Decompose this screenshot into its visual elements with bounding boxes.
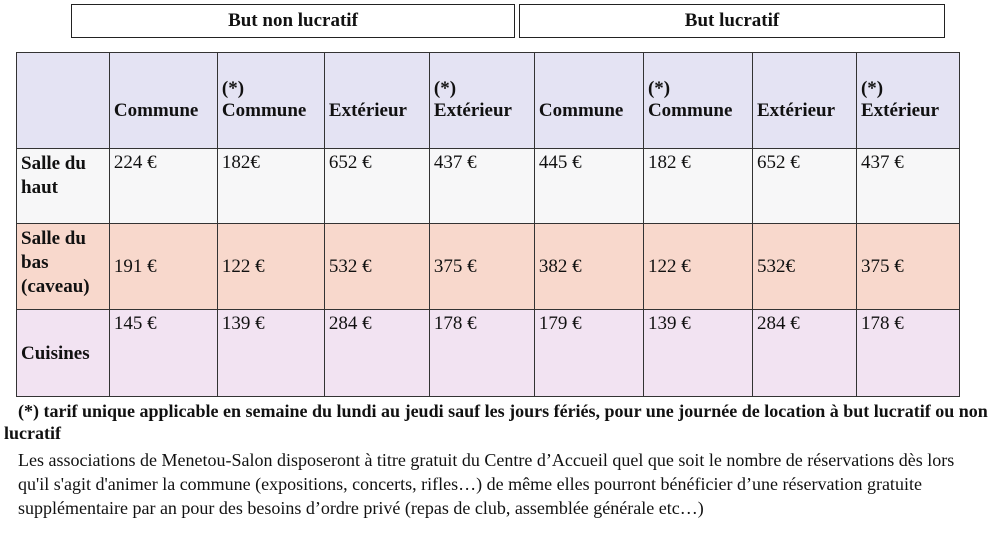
column-header-label: Extérieur [328, 100, 407, 122]
table-cell: 375 € [429, 224, 534, 310]
table-cell: 122 € [217, 224, 324, 310]
table-cell: 191 € [109, 224, 217, 310]
footnote-text: (*) tarif unique applicable en semaine du lundi au jeudi sauf les jours fériés, pour une journée de location à but lucratif ou non lucratif [4, 401, 988, 443]
table-cell: 139 € [643, 310, 752, 397]
table-cell: 652 € [324, 149, 429, 224]
star-marker: (*) [433, 78, 457, 100]
star-marker: (*) [647, 78, 671, 100]
column-header [752, 53, 856, 149]
table-cell: 182€ [217, 149, 324, 224]
header-but-lucratif: But lucratif [519, 4, 945, 38]
table-row [17, 149, 960, 224]
table-cell: 382 € [534, 224, 643, 310]
column-header-label: Commune [113, 100, 199, 122]
table-cell: 532€ [752, 224, 856, 310]
column-header-label: Commune [647, 100, 733, 122]
column-header-label: Extérieur [433, 100, 512, 122]
row-label: Cuisines [17, 310, 110, 397]
column-header [324, 53, 429, 149]
table-cell: 375 € [856, 224, 959, 310]
row-label: Salle du bas (caveau) [17, 224, 110, 310]
star-marker: (*) [860, 78, 884, 100]
column-header-label: Commune [221, 100, 307, 122]
table-cell: 182 € [643, 149, 752, 224]
table-cell: 284 € [324, 310, 429, 397]
table-row [17, 224, 960, 310]
table-cell: 437 € [856, 149, 959, 224]
table-cell: 445 € [534, 149, 643, 224]
column-header [429, 53, 534, 149]
associations-paragraph: Les associations de Menetou-Salon disposeront à titre gratuit du Centre d’Accueil quel que soit le nombre de réservations dès lors qu'il s'agit d'animer la commune (expositions, concerts, rifles…) de même elles pourront bénéficier d’une réservation gratuite supplémentaire par an pour des besoins d’ordre privé (repas de club, assemblée générale etc…) [18, 450, 955, 518]
table-cell: 284 € [752, 310, 856, 397]
tarifs-table [16, 52, 960, 397]
column-header-label: Commune [538, 100, 624, 122]
table-cell: 179 € [534, 310, 643, 397]
table-row [17, 310, 960, 397]
header-but-non-lucratif: But non lucratif [71, 4, 515, 38]
star-marker: (*) [221, 78, 245, 100]
table-header-row [17, 53, 960, 149]
row-label: Salle du haut [17, 149, 110, 224]
column-header [856, 53, 959, 149]
footnote [4, 400, 994, 444]
table-cell: 178 € [856, 310, 959, 397]
column-header [534, 53, 643, 149]
table-cell: 145 € [109, 310, 217, 397]
column-header [217, 53, 324, 149]
column-header [643, 53, 752, 149]
column-header [109, 53, 217, 149]
table-cell: 122 € [643, 224, 752, 310]
header-corner-cell [17, 53, 110, 149]
table-cell: 532 € [324, 224, 429, 310]
table-cell: 178 € [429, 310, 534, 397]
table-cell: 139 € [217, 310, 324, 397]
table-cell: 437 € [429, 149, 534, 224]
column-header-label: Extérieur [756, 100, 836, 122]
column-header-label: Extérieur [860, 100, 940, 122]
table-cell: 652 € [752, 149, 856, 224]
table-cell: 224 € [109, 149, 217, 224]
